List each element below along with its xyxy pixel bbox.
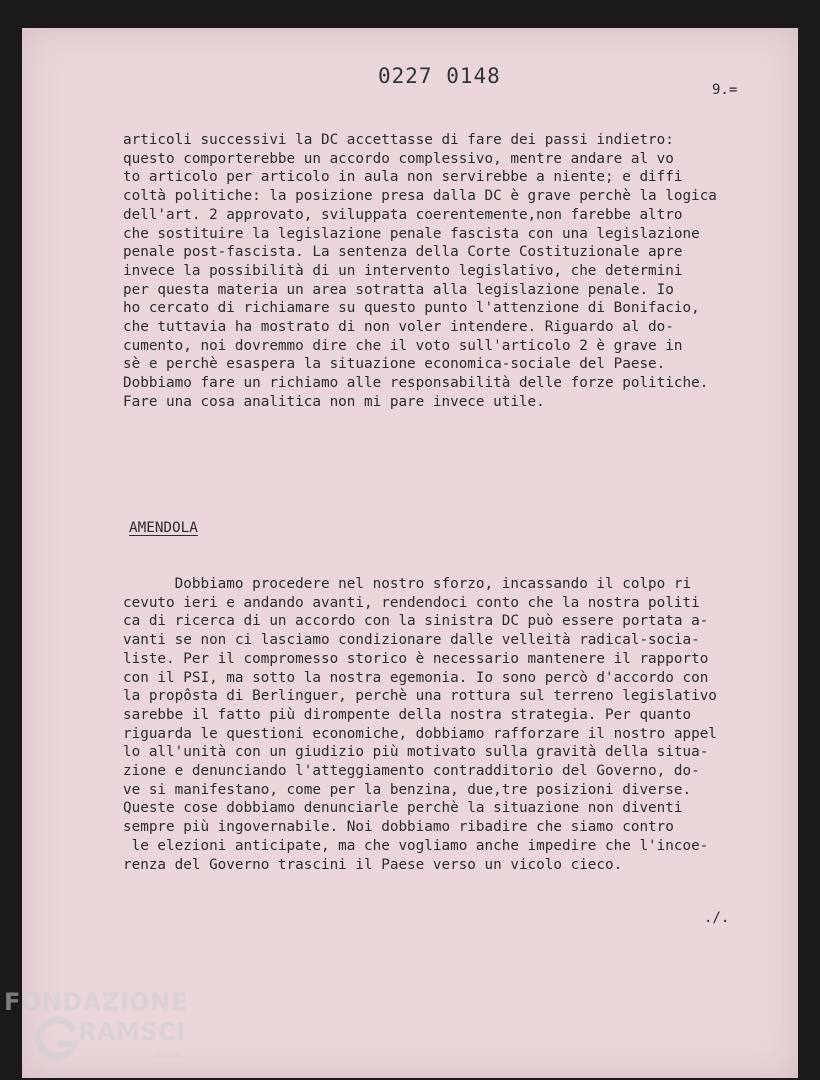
fondazione-gramsci-watermark bbox=[4, 988, 204, 1078]
paragraph-1: articoli successivi la DC accettasse di fare dei passi indietro: questo comporterebbe un accordo complessivo, mentre andare al vo to articolo per articolo in aula non servirebbe a niente; e diffi coltà politiche: la posizione presa dalla DC è grave perchè la logica dell'art. 2 approvato, sviluppata coerentemente,non farebbe altro che sostituire la legislazione penale fascista con una legislazione penale post-fascista. La sentenza della Corte Costituzionale apre invece la possibilità di un intervento legislativo, che determini per questa materia un area sotratta alla legislazione penale. Io ho cercato di richiamare su questo punto l'attenzione di Bonifacio, che tuttavia ha mostrato di non voler intendere. Riguardo al do- cumento, noi dovremmo dire che il voto sull'articolo 2 è grave in sè e perchè esaspera la situazione economica-sociale del Paese. Dobbiamo fare un richiamo alle responsabilità delle forze politiche. Fare una cosa analitica non mi pare invece utile. bbox=[123, 132, 717, 410]
archive-number: 0227 0148 bbox=[378, 64, 501, 88]
continuation-mark: ./. bbox=[704, 910, 730, 926]
document-page bbox=[22, 28, 798, 1078]
page-number: 9.= bbox=[712, 82, 738, 98]
watermark-g-icon bbox=[32, 1014, 82, 1064]
paragraph-2: Dobbiamo procedere nel nostro sforzo, incassando il colpo ri cevuto ieri e andando avanti, rendendoci conto che la nostra politi ca di ricerca di un accordo con la sinistra DC può essere portata a- vanti se non ci lasciamo condizionare dalle velleità radical-socia- liste. Per il compromesso storico è necessario mantenere il rapporto con il PSI, ma sotto la nostra egemonia. Io sono percò d'accordo con la propôsta di Berlinguer, perchè una rottura sul terreno legislativo sarebbe il fatto più dirompente della nostra strategia. Per quanto riguarda le questioni economiche, dobbiamo rafforzare il nostro appel lo all'unità con un giudizio più motivato sulla gravità della situa- zione e denunciando l'atteggiamento contradditorio del Governo, do- ve si manifestano, come per la benzina, due,tre posizioni diverse. Queste cose dobbiamo denunciarle perchè la situazione non diventi sempre più ingovernabile. Noi dobbiamo ribadire che siamo contro le elezioni anticipate, ma che vogliamo anche impedire che l'incoe- renza del Governo trascini il Paese verso un vicolo cieco. bbox=[123, 576, 717, 873]
watermark-line2: RAMSCI bbox=[78, 1018, 186, 1046]
watermark-line3: onlus bbox=[154, 1050, 181, 1061]
watermark-line1: FONDAZIONE bbox=[4, 988, 188, 1016]
speaker-heading: AMENDOLA bbox=[129, 520, 198, 536]
